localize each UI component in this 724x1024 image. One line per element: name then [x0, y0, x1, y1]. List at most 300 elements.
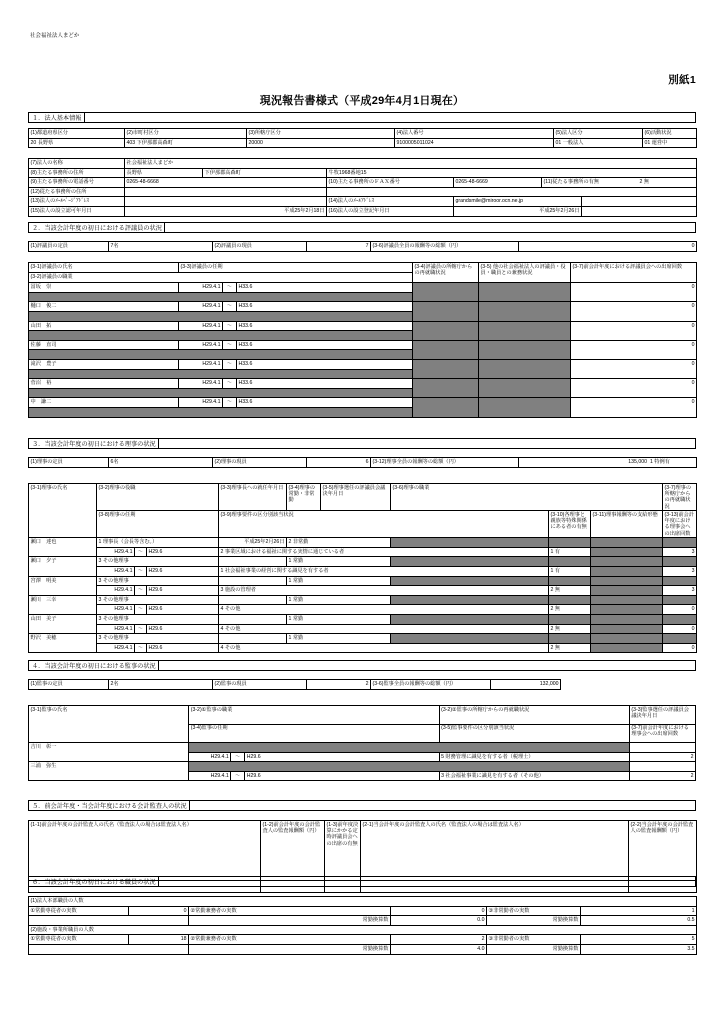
councillor-term-from: H29.4.1 [179, 340, 223, 350]
director-requirement: 1 社会福祉事業の経営に関する識見を有する者 [219, 567, 549, 577]
section-1-label: １．法人基本情報 [29, 113, 85, 122]
director-chair-date [219, 576, 287, 586]
councillor-occupation [29, 407, 413, 417]
cell-pref-value: 20 長野県 [29, 138, 125, 148]
table-row [29, 897, 697, 907]
councillor-term-to: H33.6 [237, 321, 413, 331]
label-email: (14)法人のﾒｰﾙｱﾄﾞﾚｽ [327, 197, 454, 207]
table-row [29, 129, 697, 139]
table-row-header [29, 706, 696, 725]
term-separator: ～ [135, 547, 147, 557]
section-2-summary [28, 241, 696, 252]
table-row [29, 576, 697, 586]
cell-city-value: 403 下伊那郡高森町 [125, 138, 247, 148]
director-relation: 2 無 [549, 624, 591, 634]
auditor-elect-date [629, 762, 695, 772]
director-term-from: H29.4.1 [97, 643, 135, 653]
value-hq-fulltime: 0 [129, 906, 189, 916]
value-sub-office-address-rest [327, 187, 697, 197]
value-director-quota: 6名 [109, 458, 213, 468]
value-corp-name: 社会福祉法人まどか [125, 159, 697, 169]
councillor-reemployment [413, 340, 479, 359]
header-councillor-attendance: (3-7)前会計年度における評議員会への出席回数 [571, 263, 697, 283]
table-row [29, 615, 697, 625]
term-separator: ～ [135, 643, 147, 653]
councillor-term-from: H29.4.1 [179, 283, 223, 293]
councillor-reemployment [413, 283, 479, 302]
table-row [29, 643, 697, 653]
header-director-reemployment: (3-7)理事の所轄庁からの再就職状況 [663, 484, 697, 511]
section-5-heading [28, 800, 696, 811]
director-attendance: 0 [663, 605, 697, 615]
councillor-occupation [29, 311, 413, 321]
table-row [29, 624, 697, 634]
councillor-attendance: 0 [571, 283, 697, 302]
director-attendance-top [663, 595, 697, 605]
value-main-office-tel: 0265-48-6668 [125, 178, 327, 188]
value-hq-parttime-conv: 0.5 [581, 916, 697, 926]
councillor-name: 滝沢 豊子 [29, 359, 179, 369]
councillor-attendance: 0 [571, 302, 697, 321]
table-row-header [29, 511, 697, 538]
term-separator: ～ [231, 752, 245, 762]
value-hq-concurrent: 0 [391, 906, 487, 916]
cell-corpclass-value: 01 一般法人 [554, 138, 643, 148]
councillor-concurrent [479, 302, 571, 321]
value-fac-parttime: 5 [581, 935, 697, 945]
councillor-concurrent [479, 283, 571, 302]
sub-office-value-text: 2 無 [639, 179, 650, 186]
director-chair-date [219, 615, 287, 625]
director-chair-date [219, 557, 287, 567]
value-address-pref: 長野県 [125, 168, 203, 178]
councillor-attendance: 0 [571, 359, 697, 378]
label-sub-office-exists [542, 178, 697, 188]
corporation-name-header: 社会福祉法人まどか [30, 33, 80, 39]
councillor-term-to: H33.6 [237, 340, 413, 350]
cell-email-pad [582, 197, 697, 207]
section-3-members [28, 483, 696, 653]
councillor-attendance: 0 [571, 340, 697, 359]
table-row [29, 321, 697, 331]
value-councillor-current: 7 [307, 242, 371, 252]
councillor-name: 冨坂 崇 [29, 283, 179, 293]
director-role: 3 その他理事 [97, 634, 219, 644]
section-6 [28, 876, 696, 887]
header-prev-accounting-auditor-name: (1-1)前会計年度の会計監査人の氏名（監査法人の場合は監査法人名） [29, 821, 261, 881]
table-row [29, 762, 696, 772]
councillor-reemployment [413, 398, 479, 417]
director-term-from: H29.4.1 [97, 586, 135, 596]
section-4-label: ４．当該会計年度の初日における監事の状況 [29, 661, 159, 670]
header-auditor-requirement: (3-5)監事要件の区分別該当状況 [439, 724, 629, 743]
cell-corpnumber-header: (4)法人番号 [395, 129, 554, 139]
section-3-heading [28, 438, 696, 449]
director-relation-top [549, 557, 591, 567]
value-establish-approval: 平成25年2月18日 [125, 206, 327, 216]
director-term-to: H29.6 [147, 567, 219, 577]
table-row [29, 906, 697, 916]
auditor-requirement: 5 財務管理に識見を有する者（税理士） [439, 752, 629, 762]
header-cur-accounting-auditor-name: (2-1)当会計年度の会計監査人の氏名（監査法人の場合は監査法人名） [361, 821, 629, 881]
cell-corpnumber-value: 9100005011024 [395, 138, 554, 148]
label-main-office-fax: (10)主たる事務所のＦＡＸ番号 [327, 178, 454, 188]
table-row [29, 398, 697, 408]
header-director-chair-date: (3-3)理事長への就任年月日 [219, 484, 287, 511]
table-row [29, 159, 697, 169]
value-auditor-current: 2 [307, 680, 371, 690]
auditor-attendance: 2 [629, 771, 695, 781]
table-row [29, 680, 561, 690]
councillor-name: 中 謙二 [29, 398, 179, 408]
director-term-to: H29.6 [147, 643, 219, 653]
councillor-attendance: 0 [571, 379, 697, 398]
section-4-summary [28, 679, 696, 690]
section-2-label: ２．当該会計年度の初日における評議員の状況 [29, 223, 165, 232]
header-auditor-occupation: (3-2)①監事の職業 [189, 706, 439, 725]
director-attendance: 3 [663, 547, 697, 557]
councillor-reemployment [413, 302, 479, 321]
header-auditor-elect-date: (3-3)監事選任の評議員会議決年月日 [629, 706, 695, 725]
councillor-concurrent [479, 340, 571, 359]
director-fulltime: 1 常勤 [287, 634, 391, 644]
director-chair-date: 平成25年2月26日 [219, 538, 287, 548]
value-director-total-pay: 135,000 [519, 458, 649, 468]
table-row-header [29, 484, 697, 511]
term-separator: ～ [135, 586, 147, 596]
table-row [29, 634, 697, 644]
director-occupation [391, 595, 549, 605]
director-payform-top [591, 595, 663, 605]
director-fulltime: 2 非常勤 [287, 538, 391, 548]
table-row [29, 187, 697, 197]
value-director-current: 6 [307, 458, 371, 468]
director-relation: 2 無 [549, 643, 591, 653]
director-term-from: H29.4.1 [97, 605, 135, 615]
councillor-term-to: H33.6 [237, 379, 413, 389]
table-row [29, 586, 697, 596]
auditor-name: 吉川 彰一 [29, 743, 189, 762]
auditor-occupation [189, 743, 630, 753]
table-row-header [29, 821, 697, 881]
cell-activity-header: (6)活動状況 [643, 129, 697, 139]
councillor-term-from: H29.4.1 [179, 379, 223, 389]
director-pay-form [591, 605, 663, 615]
section-4-members [28, 705, 696, 781]
councillor-term-to: H33.6 [237, 302, 413, 312]
director-requirement: 4 その他 [219, 624, 549, 634]
section-6-label: ６．当該会計年度の初日における職員の状況 [29, 877, 159, 886]
attachment-label: 別紙1 [668, 74, 696, 86]
page-title: 現況報告書様式（平成29年4月1日現在） [259, 95, 465, 107]
header-councillor-reemployment: (3-4)評議員の所轄庁からの再就職状況 [413, 263, 479, 283]
label-hq-parttime: ③非常勤者の実数 [487, 906, 581, 916]
section-2 [28, 222, 696, 233]
director-name: 瀬口 達也 [29, 538, 97, 557]
auditor-term-to: H29.6 [245, 752, 439, 762]
label-director-total-pay: (3-12)理事全員の報酬等の総額（円） [371, 458, 519, 468]
sub-office-label-text: (11)従たる事務所の有無 [543, 179, 600, 186]
term-separator: ～ [223, 359, 237, 369]
director-name: 野沢 美穂 [29, 634, 97, 653]
director-requirement: 4 その他 [219, 643, 549, 653]
label-establish-approval: (15)法人の設立認可年月日 [29, 206, 125, 216]
director-occupation [391, 576, 549, 586]
director-attendance: 0 [663, 643, 697, 653]
director-term-from: H29.4.1 [97, 567, 135, 577]
director-chair-date [219, 634, 287, 644]
header-director-fulltime: (3-4)理事の常勤・非常勤 [287, 484, 321, 511]
value-homepage [125, 197, 327, 207]
value-main-office-fax: 0265-48-6669 [454, 178, 542, 188]
value-address-city: 下伊那郡高森町 [203, 168, 327, 178]
auditor-table [28, 705, 696, 781]
councillor-table [28, 262, 697, 418]
table-row [29, 595, 697, 605]
director-chair-date [219, 595, 287, 605]
header-auditor-attendance: (3-7)前会計年度における理事会への出席回数 [629, 724, 695, 743]
header-councillor-term: (3-3)評議員の任期 [179, 263, 413, 273]
auditor-term-to: H29.6 [245, 771, 439, 781]
director-name: 宮澤 明美 [29, 576, 97, 595]
header-director-role: (3-2)理事の役職 [97, 484, 219, 511]
councillor-concurrent [479, 379, 571, 398]
label-sub-office-address: (12)従たる事務所の住所 [29, 187, 125, 197]
councillor-concurrent [479, 398, 571, 417]
term-separator: ～ [223, 398, 237, 408]
term-separator: ～ [223, 302, 237, 312]
term-separator: ～ [135, 567, 147, 577]
label-councillor-quota: (1)評議員の定員 [29, 242, 109, 252]
director-fulltime: 1 常勤 [287, 557, 391, 567]
table-row [29, 302, 697, 312]
label-hq-parttime-conv: 常勤換算数 [487, 916, 581, 926]
director-relation-top [549, 615, 591, 625]
auditor-attendance: 2 [629, 752, 695, 762]
term-separator: ～ [223, 321, 237, 331]
director-name: 瀬川 三幸 [29, 595, 97, 614]
councillor-term-from: H29.4.1 [179, 321, 223, 331]
header-auditor-name: (3-1)監事の氏名 [29, 706, 189, 743]
label-hq-concurrent: ②常勤兼務者の実数 [189, 906, 391, 916]
header-cur-audit-fee: (2-2)当会計年度の会計監査人の監査報酬額（円） [629, 821, 697, 881]
councillor-reemployment [413, 359, 479, 378]
director-name: 瀬口 夕子 [29, 557, 97, 576]
table-row [29, 458, 697, 468]
value-sub-office-address [125, 187, 327, 197]
table-row [29, 283, 697, 293]
table-row [29, 197, 697, 207]
director-relation: 2 無 [549, 586, 591, 596]
table-row [29, 916, 697, 926]
header-auditor-reemployment: (3-2)②監事の所轄庁からの再就職状況 [439, 706, 629, 725]
term-separator: ～ [135, 624, 147, 634]
header-director-occupation: (3-6)理事の職業 [391, 484, 663, 511]
director-payform-top [591, 557, 663, 567]
director-requirement: 4 その他 [219, 605, 549, 615]
table-row [29, 138, 697, 148]
value-fac-concurrent: 2 [391, 935, 487, 945]
table-row [29, 944, 697, 954]
section-5 [28, 800, 696, 811]
director-attendance: 3 [663, 567, 697, 577]
section-3-label: ３．当該会計年度の初日における理事の状況 [29, 439, 159, 448]
term-separator: ～ [135, 605, 147, 615]
value-director-special-rule: 1 特例有 [649, 458, 697, 468]
table-row [29, 557, 697, 567]
term-separator: ～ [223, 379, 237, 389]
table-row [29, 935, 697, 945]
section-6-table [28, 896, 696, 955]
director-role: 3 その他理事 [97, 557, 219, 567]
director-relation-top [549, 538, 591, 548]
councillor-occupation [29, 369, 413, 379]
director-occupation [391, 557, 549, 567]
director-relation-top [549, 576, 591, 586]
director-attendance-top [663, 615, 697, 625]
value-fac-concurrent-conv: 4.0 [391, 944, 487, 954]
director-pay-form [591, 586, 663, 596]
header-director-requirement: (3-9)理事要件の区分別該当状況 [219, 511, 549, 538]
label-main-office-address: (8)主たる事務所の住所 [29, 168, 125, 178]
section-5-label: ５．前会計年度・当会計年度における会計監査人の状況 [29, 801, 190, 810]
director-relation: 2 無 [549, 605, 591, 615]
label-auditor-total-pay: (3-6)監事全員の報酬等の総額（円） [371, 680, 491, 690]
table-row [29, 178, 697, 188]
director-relation: 1 有 [549, 547, 591, 557]
director-term-to: H29.6 [147, 624, 219, 634]
director-relation-top [549, 595, 591, 605]
director-term-from: H29.4.1 [97, 547, 135, 557]
cell-establish-pad [582, 206, 697, 216]
value-councillor-quota: 7名 [109, 242, 213, 252]
label-hq-fulltime: ①常勤専従者の実数 [29, 906, 129, 916]
label-fac-fulltime: ①常勤専従者の実数 [29, 935, 129, 945]
councillor-reemployment [413, 379, 479, 398]
header-director-pay-form: (3-11)理事報酬等の支給形態 [591, 511, 663, 538]
director-occupation [391, 634, 549, 644]
value-fac-fulltime: 18 [129, 935, 189, 945]
section-6-heading [28, 876, 696, 887]
section-1-detail-table [28, 158, 696, 217]
director-attendance: 0 [663, 624, 697, 634]
director-role: 3 その他理事 [97, 576, 219, 586]
value-email: grandsmile@miroor.ocn.ne.jp [454, 197, 582, 207]
value-establish-register: 平成25年2月26日 [454, 206, 582, 216]
director-fulltime: 1 常勤 [287, 576, 391, 586]
director-fulltime: 1 常勤 [287, 615, 391, 625]
table-row [29, 743, 696, 753]
header-councillor-concurrent: (3-5) 他の社会福祉法人の評議員・役員・職員との兼務状況 [479, 263, 571, 283]
section-3 [28, 438, 696, 449]
header-councillor-name: (3-1)評議員の氏名 [29, 263, 179, 273]
auditor-term-from: H29.4.1 [189, 752, 231, 762]
table-row [29, 538, 697, 548]
councillor-summary-table [28, 241, 697, 252]
table-row [29, 242, 697, 252]
councillor-occupation [29, 350, 413, 360]
label-director-quota: (1)理事の定員 [29, 458, 109, 468]
header-prev-attendance: (1-3)前年度決算にかかる定時評議員会への出席の有無 [325, 821, 361, 881]
table-row [29, 359, 697, 369]
value-councillor-total-pay: 0 [519, 242, 697, 252]
director-payform-top [591, 576, 663, 586]
label-homepage: (13)法人のﾒｰﾙﾍﾟｰｼﾞｱﾄﾞﾚｽ [29, 197, 125, 207]
director-payform-top [591, 634, 663, 644]
councillor-concurrent [479, 359, 571, 378]
director-summary-table [28, 457, 697, 468]
table-row [29, 206, 697, 216]
councillor-term-from: H29.4.1 [179, 398, 223, 408]
director-pay-form [591, 624, 663, 634]
director-occupation [391, 538, 549, 548]
auditor-name: 三浦 弥生 [29, 762, 189, 781]
auditor-occupation [189, 762, 630, 772]
table-row [29, 547, 697, 557]
label-councillor-current: (2)評議員の現員 [213, 242, 307, 252]
corporation-detail-table [28, 158, 697, 217]
councillor-reemployment [413, 321, 479, 340]
table-row [29, 605, 697, 615]
director-relation: 1 有 [549, 567, 591, 577]
header-director-relation: (3-10)各理事と親族等特殊関係にある者の有無 [549, 511, 591, 538]
director-name: 山田 美子 [29, 615, 97, 634]
cell-pref-header: (1)都道府県区分 [29, 129, 125, 139]
auditor-summary-table [28, 679, 561, 690]
basic-info-table [28, 128, 697, 148]
value-fac-parttime-conv: 3.5 [581, 944, 697, 954]
director-term-to: H29.6 [147, 586, 219, 596]
value-auditor-quota: 2名 [109, 680, 213, 690]
director-attendance-top [663, 557, 697, 567]
label-hq-concurrent-conv: 常勤換算数 [189, 916, 391, 926]
councillor-attendance: 0 [571, 398, 697, 417]
cell-corpclass-header: (5)法人区分 [554, 129, 643, 139]
table-row [29, 340, 697, 350]
label-auditor-quota: (1)監事の定員 [29, 680, 109, 690]
director-term-to: H29.6 [147, 605, 219, 615]
label-fac-concurrent: ②常勤兼務者の実数 [189, 935, 391, 945]
councillor-term-from: H29.4.1 [179, 359, 223, 369]
director-term-from: H29.4.1 [97, 624, 135, 634]
value-hq-parttime: 1 [581, 906, 697, 916]
section-2-heading [28, 222, 696, 233]
label-establish-register: (16)法人の設立登記年月日 [327, 206, 454, 216]
term-separator: ～ [231, 771, 245, 781]
director-pay-form [591, 643, 663, 653]
section-3-summary [28, 457, 696, 468]
table-row [29, 925, 697, 935]
section-4 [28, 660, 696, 671]
director-role: 3 その他理事 [97, 595, 219, 605]
director-term-to: H29.6 [147, 547, 219, 557]
councillor-name: 樋口 俊二 [29, 302, 179, 312]
label-director-current: (2)理事の現員 [213, 458, 307, 468]
cell-city-header: (2)市町村区分 [125, 129, 247, 139]
director-occupation [391, 615, 549, 625]
term-separator: ～ [223, 283, 237, 293]
director-table [28, 483, 697, 653]
staff-group1-title: (1)法人本部職員の人数 [29, 897, 697, 907]
label-councillor-total-pay: (3-6)評議員全員の報酬等の総額（円） [371, 242, 519, 252]
table-row [29, 168, 697, 178]
auditor-requirement: 3 社会福祉事業に識見を有する者（その他） [439, 771, 629, 781]
director-attendance-top [663, 576, 697, 586]
staff-table [28, 896, 697, 955]
director-relation-top [549, 634, 591, 644]
councillor-term-to: H33.6 [237, 283, 413, 293]
councillor-attendance: 0 [571, 321, 697, 340]
